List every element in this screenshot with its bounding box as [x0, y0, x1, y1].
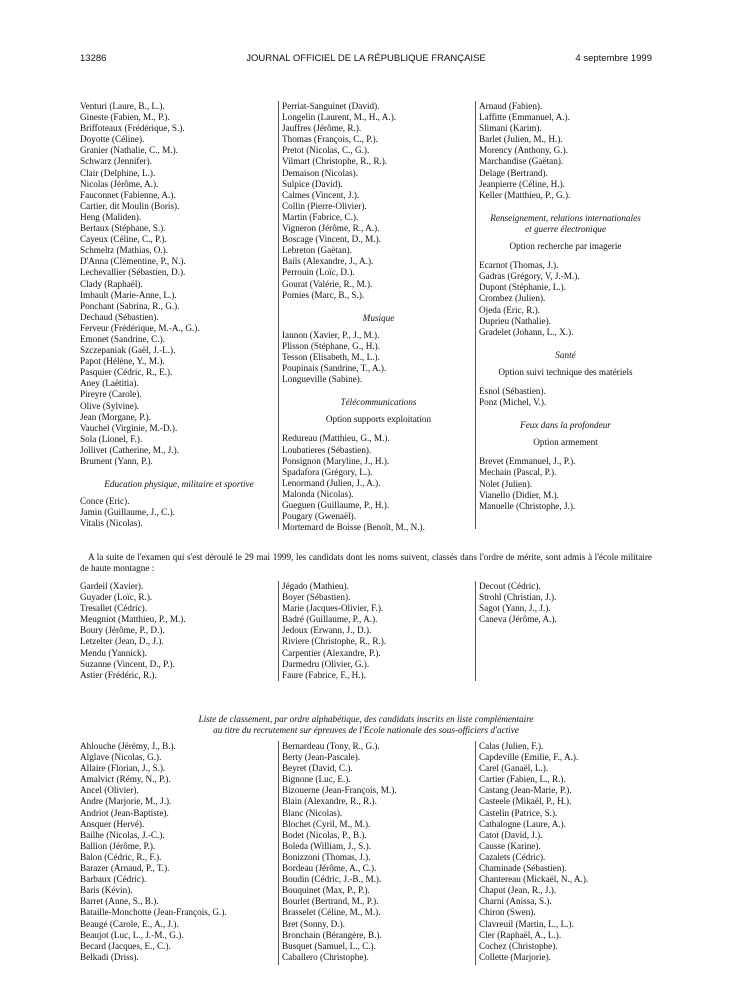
column-3 — [475, 741, 652, 965]
name-entry: Letzelter (Jean, D., J.). — [80, 636, 164, 647]
name-entry: Morency (Anthony, G.). — [479, 145, 568, 156]
name-entry: Thomas (François, C., P.). — [282, 134, 378, 145]
name-entry: Jollivet (Catherine, M., J.). — [80, 444, 180, 455]
name-entry: Gueguen (Guillaume, P., H.). — [282, 500, 390, 510]
name-entry: Tresallet (Cédric). — [80, 603, 148, 614]
column-1 — [80, 581, 278, 681]
name-entry: Brasselet (Céline, M., M.). — [282, 907, 381, 918]
name-entry: Pomies (Marc, B., S.). — [282, 289, 365, 300]
name-entry: Brument (Yann, P.). — [80, 456, 153, 466]
name-entry: Causse (Karine). — [479, 840, 541, 851]
name-entry: Lenormand (Julien, J., A.). — [282, 477, 381, 488]
name-entry: Delage (Bertrand). — [479, 167, 548, 178]
name-entry: Barlet (Julien, M., H.). — [479, 134, 563, 145]
section-1 — [80, 101, 652, 533]
column-1 — [80, 741, 278, 965]
name-entry: Barazer (Arnaud, P., T.). — [80, 863, 170, 874]
name-entry: Bouquinet (Max, P., P.). — [282, 885, 370, 896]
name-entry: Clair (Delphine, L.). — [80, 167, 156, 178]
journal-title: JOURNAL OFFICIEL DE LA RÉPUBLIQUE FRANÇAISE — [246, 53, 486, 64]
name-entry: Plisson (Stéphane, G., H.). — [282, 340, 380, 351]
name-entry: Gradelet (Johann, L., X.). — [479, 326, 574, 337]
name-entry: Chaminade (Sébastien). — [479, 863, 567, 874]
name-entry: Chiron (Swen). — [479, 907, 536, 918]
name-entry: Bordeau (Jérôme, A., C.). — [282, 863, 377, 874]
name-entry: Loubatieres (Sébastien). — [282, 444, 372, 455]
name-entry: Jedoux (Erwann, J., D.). — [282, 625, 372, 636]
name-entry: Papot (Hélène, Y., M.). — [80, 356, 165, 367]
name-entry: Andre (Marjorie, M., J.). — [80, 796, 172, 807]
name-entry: Briffoteaux (Frédérique, S.). — [80, 123, 185, 134]
section-2 — [80, 581, 652, 681]
name-entry: Baris (Kévin). — [80, 885, 133, 896]
list-title-line: au titre du recrutement sur épreuves de l'Ecole nationale des sous-officiers d'active — [213, 724, 519, 735]
name-entry: Vigneron (Jérôme, R., A.). — [282, 223, 380, 234]
column-2 — [278, 581, 475, 681]
name-entry: Dechaud (Sébastien). — [80, 311, 159, 322]
name-entry: Ojeda (Eric, R.). — [479, 304, 540, 315]
name-entry: Castelin (Patrice, S.). — [479, 807, 558, 818]
name-entry: Szczepaniak (Gaël, J.-L.). — [80, 345, 176, 356]
name-entry: Lechevallier (Sébastien, D.). — [80, 267, 186, 278]
name-entry: Nolet (Julien). — [479, 478, 533, 489]
name-entry: Perrouin (Loïc, D.). — [282, 267, 355, 278]
admission-paragraph: A la suite de l'examen qui s'est déroulé le 29 mai 1999, les candidats dont les noms suivent, classés dans l'ordre de mérite, sont admis à l'école militaire de haute montagne : — [80, 552, 652, 573]
name-entry: Bertaux (Stéphane, S.). — [80, 223, 166, 234]
section-title-line: et guerre électronique — [525, 223, 606, 234]
name-entry: Meugniot (Matthieu, P., M.). — [80, 614, 186, 625]
section-title-feux: Feux dans la profondeur — [520, 420, 611, 431]
name-entry: Capdeville (Emilie, F., A.). — [479, 752, 579, 763]
name-list — [80, 101, 278, 467]
name-entry: Beaujot (Luc, L., J.-M., G.). — [80, 929, 184, 940]
name-entry: Jauffres (Jérôme, R.). — [282, 123, 362, 134]
name-entry: Caneva (Jérôme, A.). — [479, 614, 557, 625]
name-entry: D'Anna (Clémentine, P., N.). — [80, 256, 186, 267]
name-entry: Carpentier (Alexandre, P.). — [282, 647, 381, 658]
name-entry: Marie (Jacques-Olivier, F.). — [282, 603, 384, 614]
name-entry: Olive (Sylvine). — [80, 400, 140, 411]
column-2 — [278, 101, 475, 533]
name-entry: Vianello (Didier, M.). — [479, 489, 559, 500]
name-entry: Collin (Pierre-Olivier). — [282, 200, 367, 211]
name-entry: Blanc (Nicolas). — [282, 807, 343, 818]
name-entry: Duprieu (Nathalie). — [479, 315, 551, 326]
column-3 — [475, 101, 652, 529]
name-entry: Blain (Alexandre, R., R.). — [282, 796, 377, 807]
name-entry: Bronchain (Bérangère, B.). — [282, 929, 382, 940]
name-entry: Arnaud (Fabien). — [479, 101, 543, 111]
name-entry: Boscage (Vincent, D., M.). — [282, 234, 381, 245]
name-entry: Casteele (Mikaël, P., H.). — [479, 796, 572, 807]
name-entry: Bataille-Monchotte (Jean-François, G.). — [80, 907, 227, 918]
name-entry: Cartier (Fabien, L., R.). — [479, 774, 566, 785]
name-entry: Conce (Eric). — [80, 496, 130, 507]
name-entry: Sulpice (David). — [282, 178, 343, 189]
name-entry: Ponsignon (Maryline, J., H.). — [282, 455, 390, 466]
name-entry: Boleda (William, J., S.). — [282, 840, 371, 851]
name-entry: Cochez (Christophe). — [479, 940, 558, 951]
name-entry: Barbaux (Cédric). — [80, 874, 147, 885]
name-list — [479, 456, 652, 511]
name-entry: Malonda (Nicolas). — [282, 488, 354, 499]
option-title-renseignement: Option recherche par imagerie — [509, 241, 622, 252]
name-entry: Martin (Fabrice, C.). — [282, 211, 359, 222]
name-entry: Astier (Frédéric, R.). — [80, 669, 157, 680]
option-title-sante: Option suivi technique des matériels — [498, 366, 633, 377]
name-entry: Cartier, dit Moulin (Boris). — [80, 200, 180, 211]
name-entry: Boury (Jérôme, P., D.). — [80, 625, 165, 636]
name-list — [282, 741, 475, 963]
name-entry: Ahlouche (Jérémy, J., B.). — [80, 741, 176, 751]
name-list — [479, 581, 652, 625]
name-entry: Clavreuil (Martin, L., L.). — [479, 918, 574, 929]
name-entry: Bizouerne (Jean-François, M.). — [282, 785, 397, 796]
name-entry: Redureau (Matthieu, G., M.). — [282, 433, 390, 444]
name-entry: Crombez (Julien). — [479, 293, 546, 304]
name-entry: Schwarz (Jennifer). — [80, 156, 152, 167]
name-entry: Aney (Laëtitia). — [80, 378, 139, 389]
name-entry: Beyret (David, C.). — [282, 763, 353, 774]
name-entry: Doyotte (Céline). — [80, 134, 145, 145]
name-entry: Brevet (Emmanuel, J., P.). — [479, 456, 576, 467]
name-entry: Keller (Matthieu, P., G.). — [479, 189, 571, 200]
name-list — [282, 330, 475, 385]
name-entry: Dupont (Stéphanie, L.). — [479, 282, 567, 293]
name-entry: Imbault (Marie-Anne, L.). — [80, 289, 177, 300]
section-3 — [80, 741, 652, 965]
name-entry: Ponz (Michel, V.). — [479, 397, 547, 408]
section-title-musique: Musique — [362, 312, 395, 323]
name-entry: Pougary (Gwenaël). — [282, 511, 356, 522]
name-entry: Calmes (Vincent, J.). — [282, 189, 360, 200]
name-entry: Strohl (Christian, J.). — [479, 592, 557, 603]
name-entry: Perriat-Sanguinet (David). — [282, 101, 380, 111]
section-title-renseignement — [479, 213, 652, 235]
name-entry: Marchandise (Gaëtan). — [479, 156, 564, 167]
name-entry: Gineste (Fabien, M., P.). — [80, 112, 170, 123]
list-title-line: Liste de classement, par ordre alphabétique, des candidats inscrits en liste complémentaire — [198, 714, 534, 724]
complementary-list-title — [80, 714, 652, 735]
name-entry: Bailhe (Nicolas, J.-C.). — [80, 829, 165, 840]
option-title-feux: Option armement — [533, 437, 598, 448]
name-entry: Cazalets (Cédric). — [479, 851, 546, 862]
name-entry: Pretot (Nicolas, C., G.). — [282, 145, 370, 156]
name-entry: Tesson (Elisabeth, M., L.). — [282, 351, 380, 362]
name-entry: Sagot (Yann, J., J.). — [479, 603, 551, 614]
name-entry: Venturi (Laure, B., L.). — [80, 101, 165, 111]
name-entry: Chantereau (Mickaël, N., A.). — [479, 874, 589, 885]
name-entry: Spadafora (Grégory, L.). — [282, 466, 373, 477]
name-entry: Lebreton (Gaëtan). — [282, 245, 352, 256]
column-2 — [278, 741, 475, 965]
name-entry: Mendu (Yannick). — [80, 647, 147, 658]
name-entry: Bonizzoni (Thomas, J.). — [282, 851, 371, 862]
name-list — [80, 741, 278, 963]
name-entry: Fauconnet (Fabienne, A.). — [80, 189, 176, 200]
name-list — [479, 260, 652, 338]
name-entry: Alglave (Nicolas, G.). — [80, 752, 162, 763]
name-entry: Cayeux (Céline, C., P.). — [80, 234, 167, 245]
name-entry: Gardeil (Xavier). — [80, 581, 144, 591]
name-entry: Gadras (Grégory, V, J.-M.). — [479, 271, 580, 282]
name-entry: Bret (Sonny, D.). — [282, 918, 345, 929]
name-entry: Iannon (Xavier, P., J., M.). — [282, 329, 380, 340]
name-entry: Balon (Cédric, R., F.). — [80, 851, 162, 862]
name-entry: Catot (David, J.). — [479, 829, 543, 840]
name-entry: Decout (Cédric). — [479, 581, 541, 591]
name-entry: Slimani (Karim). — [479, 123, 542, 134]
name-list — [479, 386, 652, 408]
name-entry: Mechain (Pascal, P.). — [479, 467, 557, 478]
name-entry: Belkadi (Driss). — [80, 951, 139, 962]
name-entry: Poupinais (Sandrine, T., A.). — [282, 363, 387, 374]
name-entry: Faure (Fabrice, F., H.). — [282, 669, 366, 680]
name-list — [479, 741, 652, 963]
name-list — [282, 581, 475, 681]
name-entry: Ferveur (Frédérique, M.-A., G.). — [80, 322, 200, 333]
name-entry: Becard (Jacques, E., C.). — [80, 940, 171, 951]
name-entry: Nicolas (Jérôme, A.). — [80, 178, 159, 189]
name-list — [80, 496, 278, 529]
name-list — [80, 581, 278, 681]
name-entry: Granier (Nathalie, C., M.). — [80, 145, 178, 156]
name-entry: Calas (Julien, F.). — [479, 741, 544, 751]
name-list — [479, 101, 652, 201]
name-entry: Chaput (Jean, R., J.). — [479, 885, 557, 896]
name-entry: Andriot (Jean-Baptiste). — [80, 807, 169, 818]
section-title-line: Renseignement, relations internationales — [490, 212, 641, 223]
name-entry: Guyader (Loïc, R.). — [80, 592, 153, 603]
name-entry: Ecarnot (Thomas, J.). — [479, 260, 559, 271]
section-title-education: Education physique, militaire et sportive — [104, 479, 254, 490]
name-entry: Boyer (Sébastien). — [282, 592, 351, 603]
name-entry: Ballion (Jérôme, P.). — [80, 840, 156, 851]
publication-date: 4 septembre 1999 — [575, 53, 652, 64]
name-entry: Beaugé (Carole, E., A., J.). — [80, 918, 179, 929]
page-header — [80, 53, 652, 67]
name-entry: Cathalogne (Laure, A.). — [479, 818, 566, 829]
name-entry: Emonet (Sandrine, C.). — [80, 333, 165, 344]
name-entry: Clady (Raphaël). — [80, 278, 143, 289]
name-entry: Bails (Alexandre, J., A.). — [282, 256, 374, 267]
name-entry: Schmeltz (Mathias, O.). — [80, 245, 169, 256]
name-entry: Ancel (Olivier). — [80, 785, 139, 796]
column-3 — [475, 581, 652, 681]
name-entry: Longueville (Sabine). — [282, 374, 363, 385]
name-entry: Barret (Anne, S., B.). — [80, 896, 159, 907]
name-entry: Berty (Jean-Pascale). — [282, 752, 361, 763]
name-entry: Longelin (Laurent, M., H., A.). — [282, 112, 397, 123]
name-entry: Collette (Marjorie). — [479, 951, 551, 962]
name-entry: Blochet (Cyril, M., M.). — [282, 818, 371, 829]
name-entry: Charni (Anissa, S.). — [479, 896, 552, 907]
name-entry: Mortemard de Boisse (Benoît, M., N.). — [282, 522, 425, 533]
name-entry: Pasquier (Cédric, R., E.). — [80, 367, 173, 378]
name-entry: Caballero (Christophe). — [282, 951, 369, 962]
name-entry: Demaison (Nicolas). — [282, 167, 359, 178]
name-entry: Laffitte (Emmanuel, A.). — [479, 112, 570, 123]
name-entry: Bernardeau (Tony, R., G.). — [282, 741, 380, 751]
name-entry: Bodet (Nicolas, P., B.). — [282, 829, 367, 840]
name-entry: Carel (Ganaël, L.). — [479, 763, 549, 774]
name-entry: Sola (Lionel, F.). — [80, 433, 143, 444]
name-entry: Cler (Raphaël, A., L.). — [479, 929, 562, 940]
column-1 — [80, 101, 278, 529]
name-entry: Esnol (Sébastien). — [479, 385, 546, 396]
option-title-telecom: Option supports exploitation — [325, 414, 432, 425]
name-entry: Jamin (Guillaume, J., C.). — [80, 507, 175, 518]
name-entry: Busquet (Samuel, L., C.). — [282, 940, 376, 951]
name-entry: Badré (Guillaume, P., A.). — [282, 614, 378, 625]
name-entry: Bignone (Luc, E.). — [282, 774, 351, 785]
name-entry: Suzanne (Vincent, D., P.). — [80, 658, 175, 669]
name-entry: Allaire (Florian, J., S.). — [80, 763, 166, 774]
name-entry: Riviere (Christophe, R., R.). — [282, 636, 387, 647]
name-entry: Vilmart (Christophe, R., R.). — [282, 156, 388, 167]
name-entry: Castang (Jean-Marie, P.). — [479, 785, 572, 796]
name-entry: Ansquer (Hervé). — [80, 818, 145, 829]
name-entry: Pireyre (Carole). — [80, 389, 142, 400]
name-entry: Vauchel (Virginie, M.-D.). — [80, 422, 178, 433]
name-entry: Vitalis (Nicolas). — [80, 518, 143, 529]
name-entry: Amalvict (Rémy, N., P.). — [80, 774, 171, 785]
name-entry: Darmedru (Olivier, G.). — [282, 658, 370, 669]
section-title-telecom: Télécommunications — [340, 397, 417, 408]
name-entry: Heng (Maliden). — [80, 211, 142, 222]
name-entry: Jégado (Mathieu). — [282, 581, 349, 591]
name-entry: Bourlet (Bertrand, M., P.). — [282, 896, 379, 907]
name-list — [282, 101, 475, 301]
section-title-sante: Santé — [555, 349, 576, 360]
name-entry: Boudin (Cédric, J.-B., M.). — [282, 874, 382, 885]
name-entry: Jeanpierre (Céline, H.). — [479, 178, 565, 189]
name-list — [282, 433, 475, 533]
name-entry: Jean (Morgane, P.). — [80, 411, 152, 422]
name-entry: Ponchant (Sabrina, R., G.). — [80, 300, 180, 311]
page-number: 13286 — [80, 53, 107, 64]
name-entry: Gourat (Valérie, R., M.). — [282, 278, 373, 289]
name-entry: Manuelle (Christophe, J.). — [479, 500, 576, 511]
